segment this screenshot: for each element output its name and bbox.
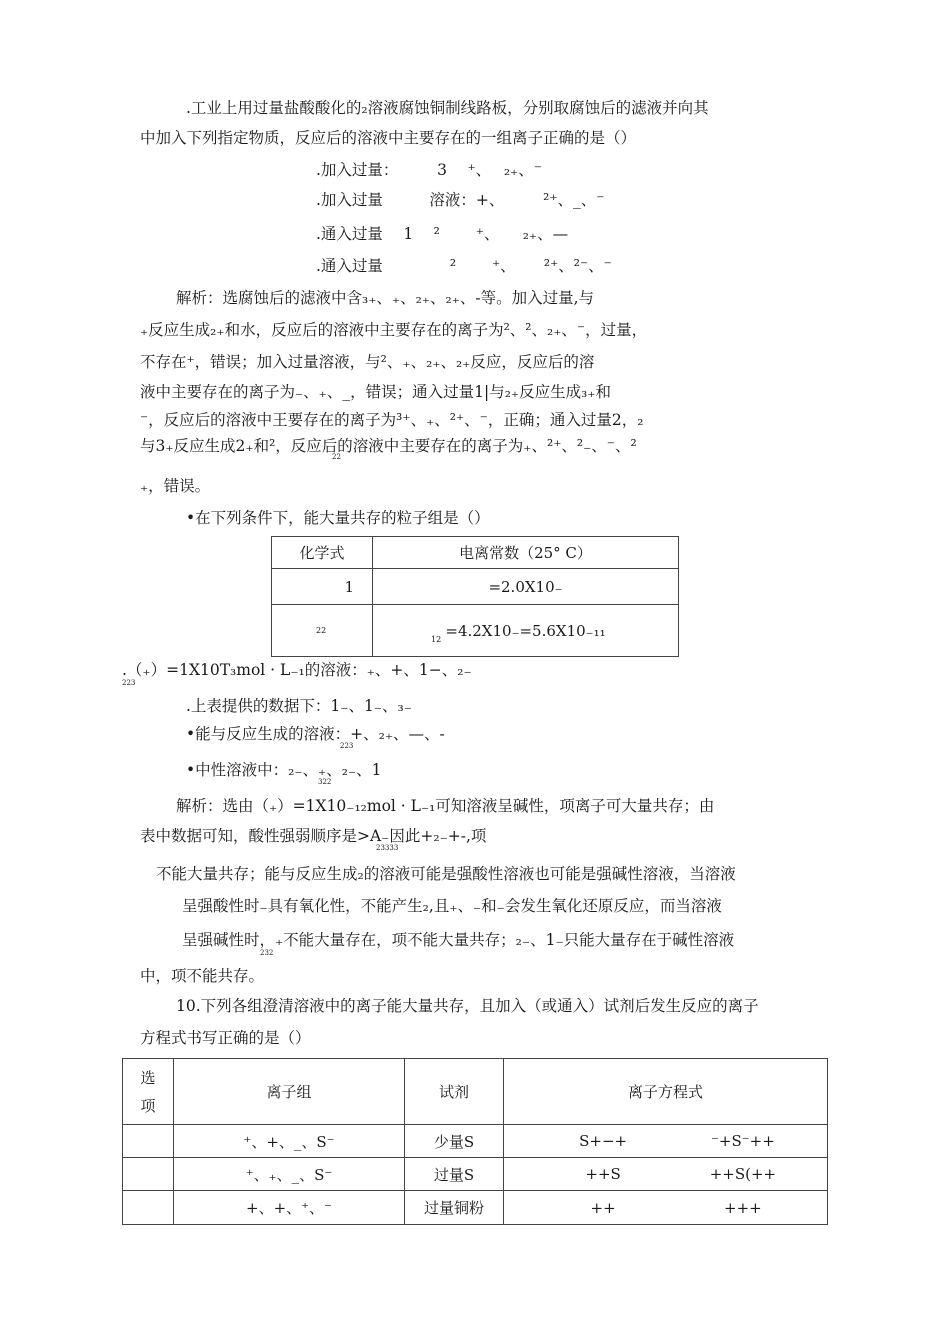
header-ions: 离子组: [174, 1059, 405, 1125]
header-option: [123, 1059, 174, 1125]
row-equation-left: ++: [590, 1198, 616, 1217]
q9-analysis-line2: 表中数据可知，酸性强弱顺序是>A₋因此+₂₋+-,项: [140, 827, 487, 845]
row2-constant-text: =4.2X10₋=5.6X10₋₁₁: [445, 621, 606, 640]
table-row2-constant: [373, 605, 679, 657]
row-equation-left: ++S: [585, 1165, 621, 1183]
q9-option-c-sub: 223: [340, 742, 354, 750]
q8-option-d: .通入过量 ² ⁺、 ²⁺、²⁻、⁻: [316, 257, 612, 275]
row-option: [123, 1125, 174, 1158]
table-row: [123, 1191, 828, 1225]
q8-analysis-line1: 解析：选腐蚀后的滤液中含₃₊、₊、₂₊、₂₊、-等。加入过量,与: [176, 289, 595, 307]
q10-stem-line1: 10.下列各组澄清溶液中的离子能大量共存，且加入（或通入）试剂后发生反应的离子: [176, 997, 759, 1015]
q9-option-a: .（₊）=1X10T₃mol · L₋₁的溶液：₊、+、1−、₂₋: [122, 661, 472, 679]
row-ions: ⁺、+、_、S⁻: [174, 1125, 405, 1158]
q9-analysis-line5-sub: 232: [260, 949, 274, 957]
row2-subscript: 12: [431, 635, 442, 644]
row2-formula-text: 22: [316, 626, 327, 635]
row-equation: [504, 1191, 828, 1225]
row-equation: [504, 1158, 828, 1191]
q8-analysis-line6: 与3₊反应生成2₊和²，反应后的溶液中主要存在的离子为₊、²⁺、²₋、⁻、²: [140, 437, 637, 455]
ionization-constant-table: [271, 536, 679, 657]
table-header-formula: 化学式: [272, 537, 373, 569]
header-option-top: 选: [140, 1068, 156, 1087]
q9-analysis-line5: 呈强碱性时，₊不能大量存在，项不能大量共存；₂₋、1₋只能大量存在于碱性溶液: [182, 931, 735, 949]
q8-analysis-line7: ₊，错误。: [140, 477, 211, 495]
q9-analysis-line4: 呈强酸性时₋具有氧化性，不能产生₂,且₊、₋和₋会发生氧化还原反应，而当溶液: [182, 897, 722, 915]
row-ions: +、+、⁺、⁻: [174, 1191, 405, 1225]
q10-stem-line2: 方程式书写正确的是（）: [140, 1029, 311, 1047]
q8-analysis-line5: ⁻，反应后的溶液中王要存在的离子为³⁺、₊、²⁺、⁻，正确；通入过量2，₂: [140, 411, 644, 429]
row-equation-left: S+−+: [579, 1132, 628, 1150]
q8-analysis-line6-sub: 22: [332, 453, 341, 461]
row-option: [123, 1158, 174, 1191]
q8-analysis-line2: ₊反应生成₂₊和水，反应后的溶液中主要存在的离子为²、²、₂₊、⁻，过量，: [140, 321, 648, 339]
q8-option-a: .加入过量： 3 ⁺、 ₂₊、⁻: [316, 161, 542, 179]
q9-option-a-sub: 223: [122, 679, 136, 687]
row-reagent: 过量S: [405, 1158, 504, 1191]
q8-analysis-line4: 液中主要存在的离子为₋、₊、_，错误；通入过量1|与₂₊反应生成₃₊和: [140, 383, 611, 401]
q9-analysis-line2-sub: 23333: [376, 844, 399, 852]
q9-option-d: •中性溶液中：₂₋、₊、₂₋、1: [186, 761, 382, 779]
table-header-constant: 电离常数（25° C）: [373, 537, 679, 569]
row-equation: [504, 1125, 828, 1158]
header-option-bottom: 项: [140, 1096, 156, 1115]
table-row: [123, 1158, 828, 1191]
q9-stem: •在下列条件下，能大量共存的粒子组是（）: [186, 509, 490, 527]
q9-option-d-sub: 322: [318, 778, 332, 786]
row-option: [123, 1191, 174, 1225]
q8-option-b: .加入过量 溶液：+、 ²⁺、_、⁻: [316, 191, 605, 209]
q9-analysis-line1: 解析：选由（₊）=1X10₋₁₂mol · L₋₁可知溶液呈碱性，项离子可大量共存；由: [176, 797, 715, 815]
q9-analysis-line3: 不能大量共存；能与反应生成₂的溶液可能是强酸性溶液也可能是强碱性溶液，当溶液: [156, 865, 736, 883]
row1-formula-text: 1: [344, 577, 354, 596]
q8-option-c: .通入过量 1 ² ⁺、 ₂₊、—: [316, 225, 569, 243]
q8-stem-line1: .工业上用过量盐酸酸化的₂溶液腐蚀铜制线路板，分别取腐蚀后的滤液并向其: [186, 99, 709, 117]
row-equation-right: +++: [724, 1198, 762, 1217]
q8-analysis-line3: 不存在⁺，错误；加入过量溶液，与²、₊、₂₊、₂₊反应，反应后的溶: [140, 353, 595, 371]
table-row: [123, 1125, 828, 1158]
row-ions: ⁺、₊、_、S⁻: [174, 1158, 405, 1191]
q8-stem-line2: 中加入下列指定物质，反应后的溶液中主要存在的一组离子正确的是（）: [140, 129, 637, 147]
row-reagent: 过量铜粉: [405, 1191, 504, 1225]
table-row1-formula: [272, 569, 373, 605]
q9-option-b: .上表提供的数据下：1₋、1₋、₃₋: [186, 697, 412, 715]
table-row1-constant: =2.0X10₋: [373, 569, 679, 605]
table-row2-formula: [272, 605, 373, 657]
row-reagent: 少量S: [405, 1125, 504, 1158]
header-reagent: 试剂: [405, 1059, 504, 1125]
q9-option-c: •能与反应生成的溶液：+、₂₊、—、-: [186, 725, 445, 743]
row-equation-right: ++S(++: [709, 1165, 777, 1183]
reaction-table: [122, 1058, 828, 1225]
row-equation-right: ⁻+S⁻++: [710, 1132, 775, 1150]
header-equation: 离子方程式: [504, 1059, 828, 1125]
q9-analysis-line6: 中，项不能共存。: [140, 967, 265, 985]
